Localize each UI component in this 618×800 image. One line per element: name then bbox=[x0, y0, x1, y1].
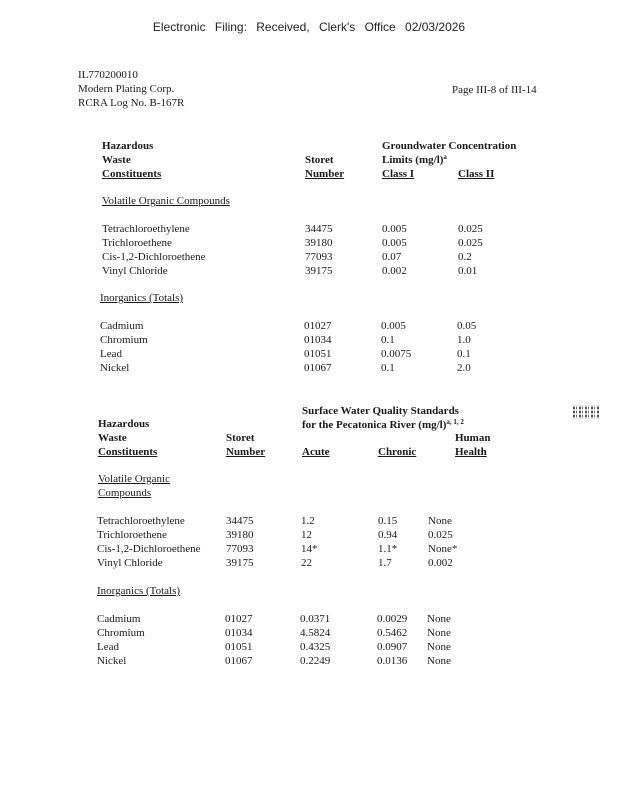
table-cell: 2.0 bbox=[457, 362, 471, 374]
table-cell: Lead bbox=[97, 641, 119, 653]
table-cell: 01051 bbox=[304, 348, 332, 360]
t1-header-line: Hazardous bbox=[102, 140, 154, 152]
table-cell: None* bbox=[428, 543, 458, 555]
table-cell: 0.94 bbox=[378, 529, 398, 541]
t2-header-line: Waste bbox=[98, 432, 127, 444]
t1-footnote-mark: a bbox=[443, 153, 447, 161]
t2-header-line: Number bbox=[226, 446, 266, 458]
table-cell: 0.025 bbox=[458, 223, 483, 235]
table-cell: 01027 bbox=[225, 613, 253, 625]
table-cell: 0.2249 bbox=[300, 655, 331, 667]
table-cell: 01034 bbox=[225, 627, 253, 639]
log-number: RCRA Log No. B-167R bbox=[78, 97, 185, 109]
t1-col-constituent-header bbox=[102, 139, 161, 181]
barcode-mark bbox=[573, 405, 599, 419]
table-cell: 0.15 bbox=[378, 515, 398, 527]
table-cell: 0.005 bbox=[382, 223, 407, 235]
t1-section-voc: Volatile Organic Compounds bbox=[102, 195, 230, 207]
table-cell: 01027 bbox=[304, 320, 332, 332]
table-cell: 77093 bbox=[305, 251, 333, 263]
table-cell: 0.5462 bbox=[377, 627, 408, 639]
table-cell: Cadmium bbox=[97, 613, 141, 625]
table-cell: 39180 bbox=[305, 237, 333, 249]
table-cell: 12 bbox=[301, 529, 312, 541]
t1-col-class2-header: Class II bbox=[458, 168, 495, 180]
table-cell: 01051 bbox=[225, 641, 253, 653]
table-cell: 77093 bbox=[226, 543, 254, 555]
table-cell: Cis-1,2-Dichloroethene bbox=[102, 251, 206, 263]
t1-group-header bbox=[382, 139, 516, 167]
t2-footnote-mark: a, 1, 2 bbox=[446, 418, 464, 426]
table-cell: 0.0075 bbox=[381, 348, 412, 360]
facility-name: Modern Plating Corp. bbox=[78, 83, 175, 95]
table-cell: 39175 bbox=[226, 557, 254, 569]
table-cell: 0.005 bbox=[382, 237, 407, 249]
t2-header-line: Hazardous bbox=[98, 418, 150, 430]
table-cell: Nickel bbox=[100, 362, 130, 374]
table-cell: Vinyl Chloride bbox=[102, 265, 168, 277]
table-cell: None bbox=[427, 655, 451, 667]
table-cell: Chromium bbox=[97, 627, 145, 639]
t2-col-chronic-header: Chronic bbox=[378, 446, 417, 458]
table-cell: 1.1* bbox=[378, 543, 398, 555]
table-cell: Cis-1,2-Dichloroethene bbox=[97, 543, 201, 555]
table-cell: 34475 bbox=[226, 515, 254, 527]
t2-group-line bbox=[302, 418, 464, 432]
table-cell: 0.07 bbox=[382, 251, 402, 263]
t2-header-line: Health bbox=[455, 446, 487, 458]
table-cell: None bbox=[427, 641, 451, 653]
table-cell: 0.4325 bbox=[300, 641, 331, 653]
t2-header-line: Storet bbox=[226, 432, 255, 444]
t2-group-text: for the Pecatonica River (mg/l) bbox=[302, 419, 447, 431]
t2-section-line: Compounds bbox=[98, 487, 152, 499]
table-cell: None bbox=[427, 613, 451, 625]
table-cell: 34475 bbox=[305, 223, 333, 235]
table-cell: 01034 bbox=[304, 334, 332, 346]
t2-header-line: Human bbox=[455, 432, 491, 444]
t1-section-inorganics: Inorganics (Totals) bbox=[100, 292, 184, 304]
document-header bbox=[78, 68, 184, 110]
t1-header-line: Waste bbox=[102, 154, 131, 166]
t2-col-storet-header bbox=[226, 431, 265, 459]
table-cell: 0.0029 bbox=[377, 613, 408, 625]
table-cell: 0.025 bbox=[428, 529, 453, 541]
filing-stamp: Electronic Filing: Received, Clerk's Office 02/03/2026 bbox=[152, 20, 466, 34]
table-cell: 22 bbox=[301, 557, 312, 569]
t1-group-text: Limits (mg/l) bbox=[382, 154, 444, 166]
table-cell: Cadmium bbox=[100, 320, 144, 332]
t1-group-line bbox=[382, 153, 516, 167]
t2-section-voc bbox=[98, 472, 170, 500]
table-cell: 1.7 bbox=[378, 557, 392, 569]
table-cell: 0.002 bbox=[382, 265, 407, 277]
table-cell: Tetrachloroethylene bbox=[102, 223, 190, 235]
t2-col-health-header bbox=[455, 431, 490, 459]
table-cell: 0.0136 bbox=[377, 655, 408, 667]
table-cell: Nickel bbox=[97, 655, 127, 667]
table-cell: Vinyl Chloride bbox=[97, 557, 163, 569]
table-cell: 4.5824 bbox=[300, 627, 331, 639]
table-cell: 1.0 bbox=[457, 334, 471, 346]
t1-col-class1-header: Class I bbox=[382, 168, 415, 180]
table-cell: 39180 bbox=[226, 529, 254, 541]
table-cell: 01067 bbox=[304, 362, 332, 374]
table-cell: 1.2 bbox=[301, 515, 315, 527]
t2-group-line: Surface Water Quality Standards bbox=[302, 405, 459, 417]
t1-header-line: Number bbox=[305, 168, 345, 180]
table-cell: None bbox=[427, 627, 451, 639]
t2-section-line: Volatile Organic bbox=[98, 473, 170, 485]
table-cell: 0.05 bbox=[457, 320, 477, 332]
table-cell: Lead bbox=[100, 348, 122, 360]
table-cell: 0.01 bbox=[458, 265, 478, 277]
table-cell: 01067 bbox=[225, 655, 253, 667]
page-number: Page III-8 of III-14 bbox=[452, 84, 537, 96]
t2-group-header bbox=[302, 404, 464, 432]
table-cell: None bbox=[428, 515, 452, 527]
table-cell: 0.1 bbox=[457, 348, 471, 360]
t2-header-line: Constituents bbox=[98, 446, 158, 458]
table-cell: 0.0371 bbox=[300, 613, 331, 625]
table-cell: 0.002 bbox=[428, 557, 453, 569]
table-cell: 0.0907 bbox=[377, 641, 408, 653]
t2-col-acute-header: Acute bbox=[302, 446, 330, 458]
table-cell: 0.025 bbox=[458, 237, 483, 249]
t1-col-storet-header bbox=[305, 153, 344, 181]
table-cell: 0.005 bbox=[381, 320, 406, 332]
table-cell: Trichloroethene bbox=[97, 529, 167, 541]
table-cell: 0.2 bbox=[458, 251, 472, 263]
t1-header-line: Storet bbox=[305, 154, 334, 166]
table-cell: Tetrachloroethylene bbox=[97, 515, 185, 527]
facility-id: IL770200010 bbox=[78, 69, 138, 81]
t1-header-line: Constituents bbox=[102, 168, 162, 180]
table-cell: Trichloroethene bbox=[102, 237, 172, 249]
table-cell: 39175 bbox=[305, 265, 333, 277]
table-cell: Chromium bbox=[100, 334, 148, 346]
table-cell: 14* bbox=[301, 543, 318, 555]
t2-section-inorganics: Inorganics (Totals) bbox=[97, 585, 181, 597]
table-cell: 0.1 bbox=[381, 362, 395, 374]
table-cell: 0.1 bbox=[381, 334, 395, 346]
t2-col-constituent-header bbox=[98, 417, 157, 459]
t1-group-line: Groundwater Concentration bbox=[382, 140, 517, 152]
